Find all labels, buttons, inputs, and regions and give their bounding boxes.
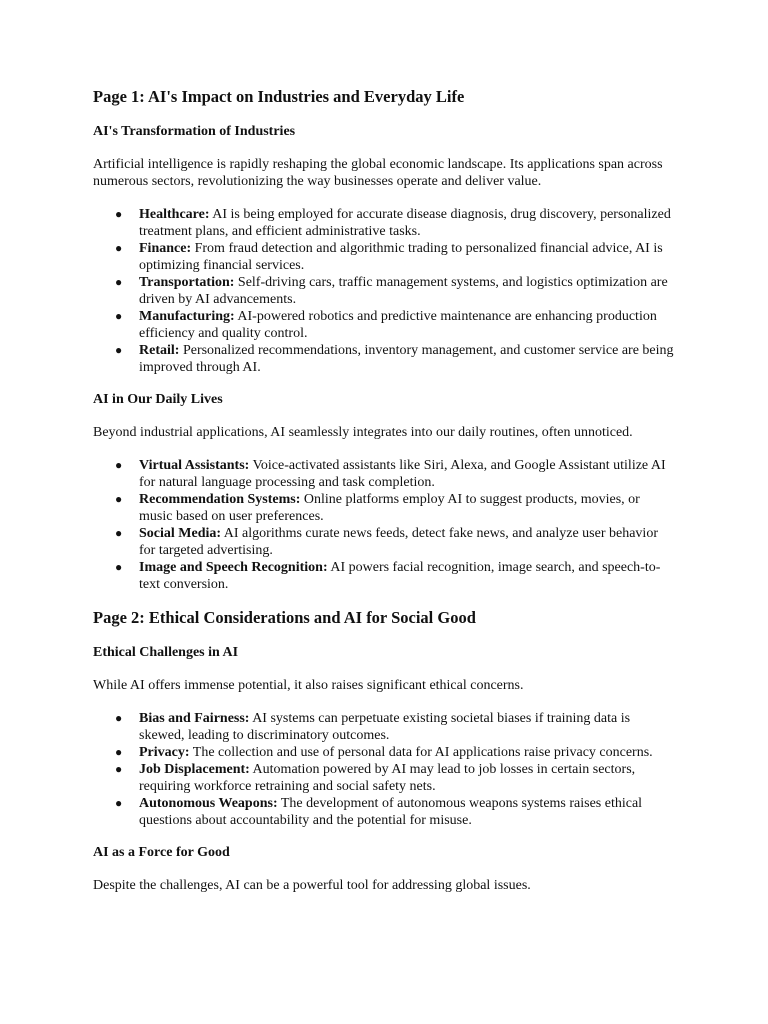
item-text: The collection and use of personal data for AI applications raise privacy concerns. xyxy=(189,745,653,760)
bullet-icon: ● xyxy=(115,796,123,810)
item-text: From fraud detection and algorithmic trading to personalized financial advice, AI is optimizing financial services. xyxy=(139,241,663,273)
item-term: Bias and Fairness: xyxy=(139,711,250,726)
list-item xyxy=(93,761,674,795)
item-text: Personalized recommendations, inventory management, and customer service are being improved through AI. xyxy=(139,343,674,375)
item-text: Voice-activated assistants like Siri, Alexa, and Google Assistant utilize AI for natural language processing and task completion. xyxy=(139,458,666,490)
industries-heading: AI's Transformation of Industries xyxy=(93,124,296,139)
item-term: Privacy: xyxy=(139,745,190,760)
bullet-icon: ● xyxy=(115,560,123,574)
list-item xyxy=(93,525,674,559)
list-item xyxy=(93,308,674,342)
item-text: AI systems can perpetuate existing societal biases if training data is skewed, leading to discriminatory outcomes. xyxy=(139,711,631,743)
item-text: Automation powered by AI may lead to job losses in certain sectors, requiring workforce retraining and social safety nets. xyxy=(139,762,636,794)
bullet-icon: ● xyxy=(115,343,123,357)
item-term: Healthcare: xyxy=(139,207,210,222)
list-item xyxy=(93,342,674,376)
bullet-icon: ● xyxy=(115,711,123,725)
page1-title: Page 1: AI's Impact on Industries and Everyday Life xyxy=(93,87,465,106)
item-term: Social Media: xyxy=(139,526,222,541)
item-term: Transportation: xyxy=(139,275,235,290)
ethics-heading: Ethical Challenges in AI xyxy=(93,645,239,660)
item-term: Retail: xyxy=(139,343,180,358)
item-term: Image and Speech Recognition: xyxy=(139,560,328,575)
ethics-intro: While AI offers immense potential, it also raises significant ethical concerns. xyxy=(93,678,524,693)
item-text: AI is being employed for accurate disease diagnosis, drug discovery, personalized treatment plans, and efficient administrative tasks. xyxy=(139,207,671,239)
list-item xyxy=(93,744,674,761)
bullet-icon: ● xyxy=(115,492,123,506)
list-item xyxy=(93,274,674,308)
item-text: Online platforms employ AI to suggest products, movies, or music based on user preferences. xyxy=(139,492,640,524)
list-item xyxy=(93,206,674,240)
item-term: Autonomous Weapons: xyxy=(139,796,278,811)
item-text: AI-powered robotics and predictive maintenance are enhancing production efficiency and quality control. xyxy=(139,309,657,341)
bullet-icon: ● xyxy=(115,526,123,540)
bullet-icon: ● xyxy=(115,745,123,759)
ethics-list xyxy=(93,710,674,829)
bullet-icon: ● xyxy=(115,762,123,776)
item-term: Recommendation Systems: xyxy=(139,492,301,507)
bullet-icon: ● xyxy=(115,309,123,323)
item-text: AI powers facial recognition, image search, and speech-to-text conversion. xyxy=(139,560,661,592)
bullet-icon: ● xyxy=(115,458,123,472)
industries-intro: Artificial intelligence is rapidly reshaping the global economic landscape. Its applications span across numerous sectors, revolutionizing the way businesses operate and deliver value. xyxy=(93,157,663,189)
daily-heading: AI in Our Daily Lives xyxy=(93,392,223,407)
list-item xyxy=(93,710,674,744)
daily-intro: Beyond industrial applications, AI seamlessly integrates into our daily routines, often unnoticed. xyxy=(93,425,633,440)
good-intro: Despite the challenges, AI can be a powerful tool for addressing global issues. xyxy=(93,878,531,893)
list-item xyxy=(93,795,674,829)
list-item xyxy=(93,457,674,491)
page2-title: Page 2: Ethical Considerations and AI for Social Good xyxy=(93,608,476,627)
bullet-icon: ● xyxy=(115,241,123,255)
list-item xyxy=(93,559,674,593)
good-heading: AI as a Force for Good xyxy=(93,845,230,860)
item-term: Job Displacement: xyxy=(139,762,250,777)
item-term: Manufacturing: xyxy=(139,309,235,324)
item-text: The development of autonomous weapons systems raises ethical questions about accountability and the potential for misuse. xyxy=(139,796,643,828)
list-item xyxy=(93,240,674,274)
daily-list xyxy=(93,457,674,593)
item-term: Virtual Assistants: xyxy=(139,458,250,473)
item-text: AI algorithms curate news feeds, detect fake news, and analyze user behavior for targeted advertising. xyxy=(139,526,658,558)
list-item xyxy=(93,491,674,525)
item-text: Self-driving cars, traffic management systems, and logistics optimization are driven by AI advancements. xyxy=(139,275,668,307)
bullet-icon: ● xyxy=(115,275,123,289)
bullet-icon: ● xyxy=(115,207,123,221)
item-term: Finance: xyxy=(139,241,192,256)
industries-list xyxy=(93,206,674,376)
